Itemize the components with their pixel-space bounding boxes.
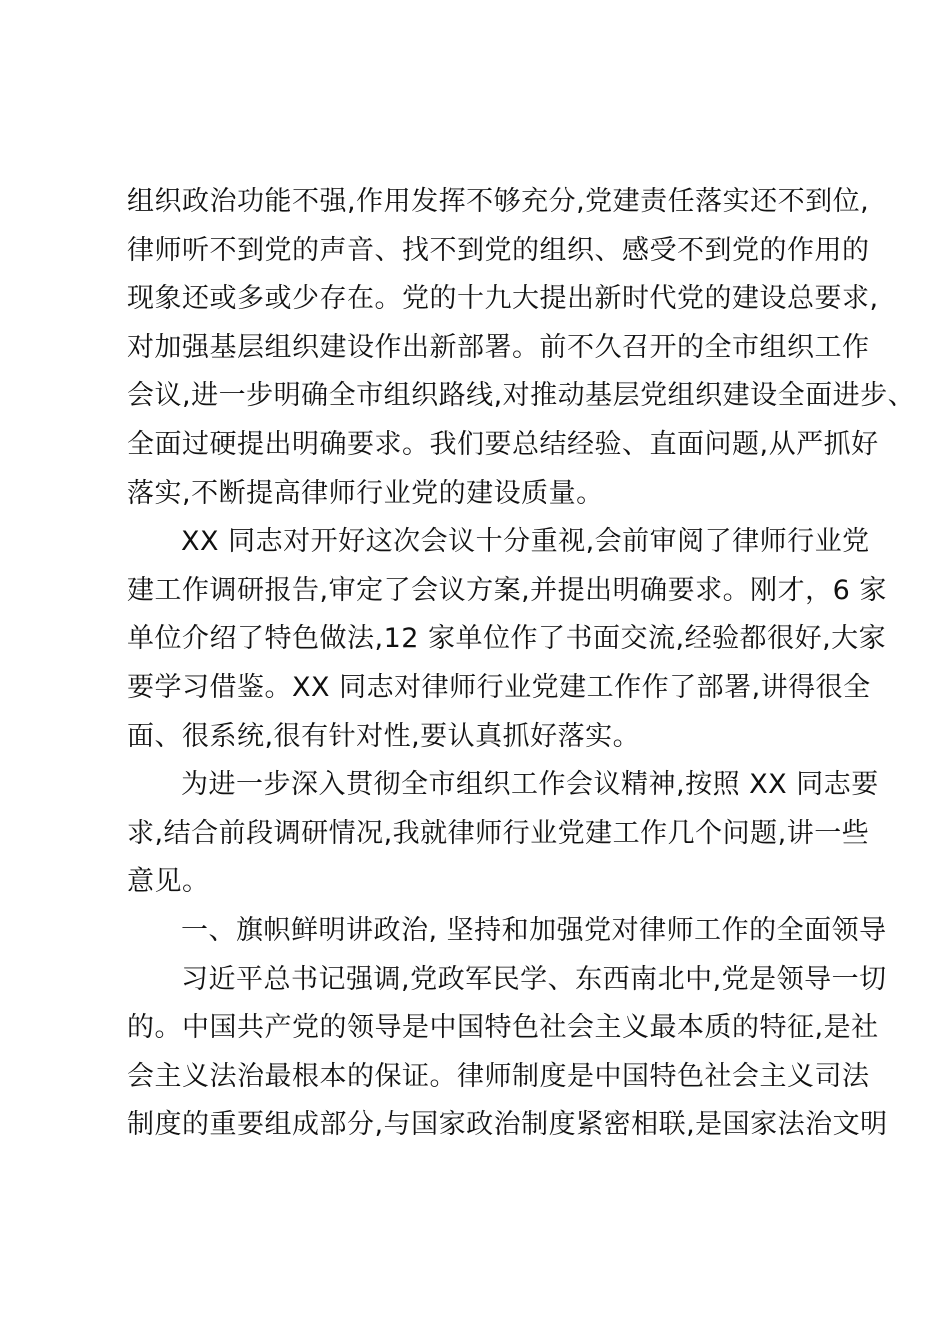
- text-line: 对加强基层组织建设作出新部署。前不久召开的全市组织工作: [127, 331, 870, 363]
- text-line: 制度的重要组成部分,与国家政治制度紧密相联,是国家法治文明: [127, 1109, 888, 1141]
- text-line: 会主义法治最根本的保证。律师制度是中国特色社会主义司法: [127, 1060, 870, 1092]
- paragraph-start-line: 习近平总书记强调,党政军民学、东西南北中,党是领导一切: [181, 963, 887, 995]
- text-line: 组织政治功能不强,作用发挥不够充分,党建责任落实还不到位,: [127, 186, 870, 217]
- section-heading: 一、旗帜鲜明讲政治, 坚持和加强党对律师工作的全面领导: [181, 914, 887, 946]
- text-line: 全面过硬提出明确要求。我们要总结经验、直面问题,从严抓好: [127, 428, 879, 460]
- text-line: 会议,进一步明确全市组织路线,对推动基层党组织建设全面进步、: [127, 380, 916, 412]
- paragraph-start-line: XX 同志对开好这次会议十分重视,会前审阅了律师行业党: [181, 526, 870, 558]
- text-line: 要学习借鉴。XX 同志对律师行业党建工作作了部署,讲得很全: [127, 671, 871, 703]
- text-line: 意见。: [127, 866, 210, 898]
- text-line: 求,结合前段调研情况,我就律师行业党建工作几个问题,讲一些: [127, 817, 870, 849]
- text-line: 建工作调研报告,审定了会议方案,并提出明确要求。刚才，6 家: [127, 574, 887, 606]
- document-body: [127, 178, 916, 1150]
- text-line: 面、很系统,很有针对性,要认真抓好落实。: [127, 720, 641, 752]
- text-line: 现象还或多或少存在。党的十九大提出新时代党的建设总要求,: [127, 283, 879, 315]
- paragraph-start-line: 为进一步深入贯彻全市组织工作会议精神,按照 XX 同志要: [181, 769, 879, 801]
- text-line: 落实,不断提高律师行业党的建设质量。: [127, 477, 604, 509]
- text-line: 律师听不到党的声音、找不到党的组织、感受不到党的作用的: [127, 234, 870, 266]
- text-line: 的。中国共产党的领导是中国特色社会主义最本质的特征,是社: [127, 1012, 879, 1044]
- text-line: 单位介绍了特色做法,12 家单位作了书面交流,经验都很好,大家: [127, 623, 887, 655]
